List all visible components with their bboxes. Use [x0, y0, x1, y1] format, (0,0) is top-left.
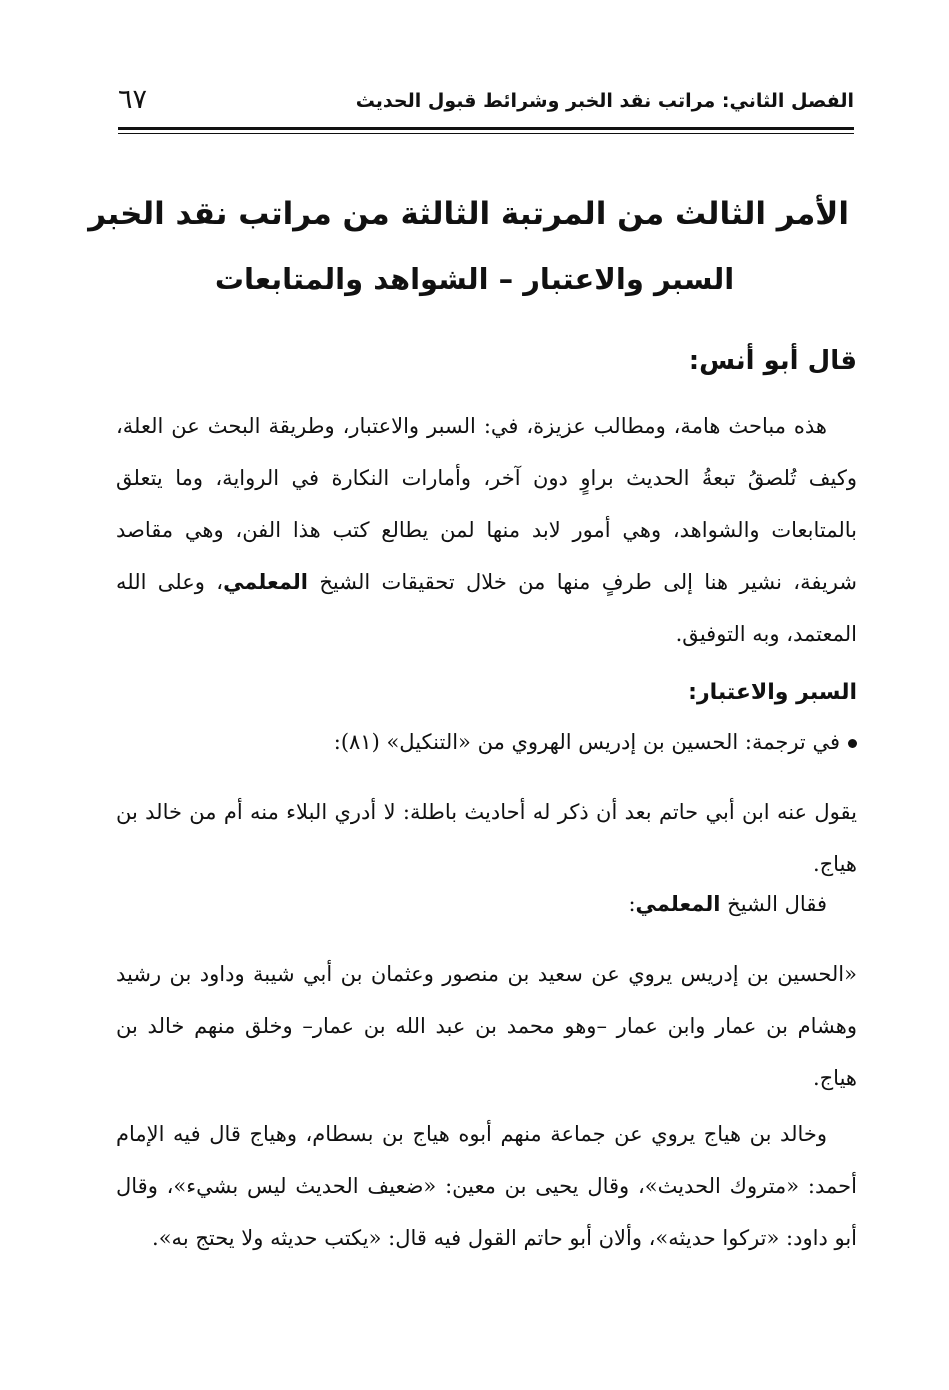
- running-title: الفصل الثاني: مراتب نقد الخبر وشرائط قبول الحديث: [355, 90, 854, 112]
- header-rule-thin: [118, 133, 854, 134]
- bullet-text: في ترجمة: الحسين بن إدريس الهروي من «التنكيل» (٨١):: [333, 730, 840, 754]
- intro-text-end: ، وعلى الله المعتمد، وبه التوفيق.: [116, 570, 857, 646]
- chapter-subtitle: السبر والاعتبار – الشواهد والمتابعات: [214, 262, 735, 296]
- quote-intro-line: [628, 892, 827, 916]
- sheikh-name-2: المعلمي: [635, 892, 721, 916]
- narration-paragraph: يقول عنه ابن أبي حاتم بعد أن ذكر له أحاديث باطلة: لا أدري البلاء منه أم من خالد بن هياج.: [116, 800, 857, 876]
- running-header: [118, 84, 854, 124]
- quote-intro-suffix: :: [628, 892, 636, 916]
- bullet-icon: [848, 739, 857, 748]
- bullet-item: [334, 730, 857, 754]
- sheikh-name: المعلمي: [223, 570, 308, 594]
- page-number: ٦٧: [118, 84, 148, 115]
- intro-text: هذه مباحث هامة، ومطالب عزيزة، في: السبر والاعتبار، وطريقة البحث عن العلة، وكيف تُلصقُ تبعةُ الحديث براوٍ دون آخر، وأمارات النكارة في الرواية، وما يتعلق بالمتابعات والشواهد، وهي أمور لابد منها لمن يطالع كتب هذا الفن، وهي مقاصد شريفة، نشير هنا إلى طرفٍ منها من خلال تحقيقات الشيخ: [116, 414, 857, 594]
- quote-intro-prefix: فقال الشيخ: [720, 892, 827, 916]
- section-heading-sabr: السبر والاعتبار:: [688, 680, 857, 705]
- quote-paragraph-2: وخالد بن هياج يروي عن جماعة منهم أبوه هياج بن بسطام، وهياج قال فيه الإمام أحمد: «متروك الحديث»، وقال يحيى بن معين: «ضعيف الحديث ليس بشيء»، وقال أبو داود: «تركوا حديثه»، وألان أبو حاتم القول فيه قال: «يكتب حديثه ولا يحتج به».: [116, 1122, 857, 1250]
- section-heading-abu-anas: قال أبو أنس:: [688, 346, 857, 376]
- quote-paragraph-1: «الحسين بن إدريس يروي عن سعيد بن منصور وعثمان بن أبي شيبة وداود بن رشيد وهشام بن عمار وابن عمار –وهو محمد بن عبد الله بن عمار– وخلق منهم خالد بن هياج.: [116, 962, 857, 1090]
- chapter-title: الأمر الثالث من المرتبة الثالثة من مراتب نقد الخبر: [88, 196, 849, 232]
- intro-paragraph: [116, 400, 857, 660]
- header-rule-thick: [118, 127, 854, 130]
